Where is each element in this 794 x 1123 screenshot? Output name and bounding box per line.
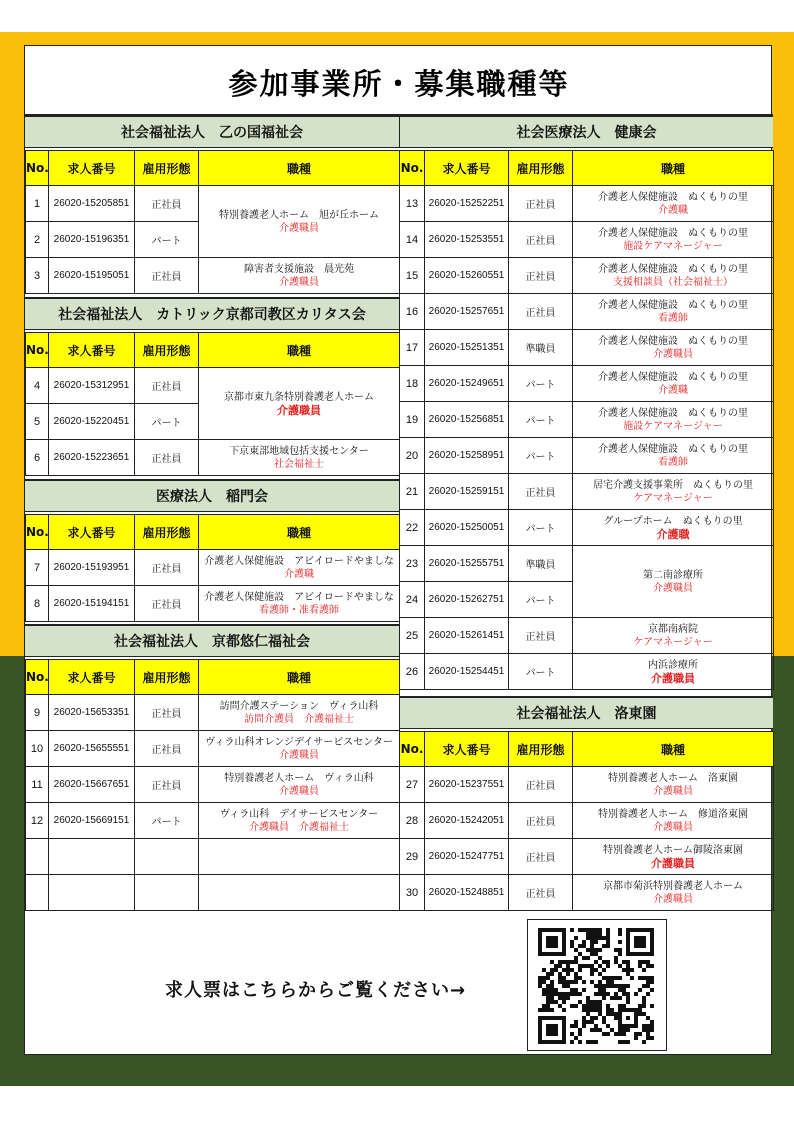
job-id: 26020-15252251 [425, 186, 509, 222]
table-row [400, 294, 774, 330]
table-row [26, 186, 400, 222]
role-name: 看護師 [658, 456, 688, 468]
table-row [26, 550, 400, 586]
job-cell [199, 767, 400, 803]
facility-name: 障害者支援施設 晨光苑 [244, 263, 354, 275]
job-cell [573, 546, 774, 618]
role-name: 介護職員 [653, 348, 693, 360]
row-no: 25 [400, 618, 425, 654]
job-id: 26020-15667651 [49, 767, 135, 803]
employment-type: 正社員 [135, 186, 199, 222]
col-id: 求人番号 [425, 732, 509, 767]
job-id: 26020-15669151 [49, 803, 135, 839]
col-job: 職種 [199, 515, 400, 550]
table-header-row [400, 732, 774, 767]
role-name: 介護職員 [651, 856, 695, 870]
facility-name: グループホーム ぬくもりの里 [603, 515, 743, 527]
row-no: 1 [26, 186, 49, 222]
role-name: 支援相談員（社会福祉士） [613, 276, 733, 288]
employment-type: パート [509, 654, 573, 690]
col-type: 雇用形態 [135, 660, 199, 695]
facility-name: 介護老人保健施設 アビイロードやましな [204, 555, 394, 567]
job-cell [199, 186, 400, 258]
employment-type: パート [509, 402, 573, 438]
org-name: 社会福祉法人 乙の国福祉会 [121, 125, 303, 141]
row-no: 13 [400, 186, 425, 222]
job-cell [573, 366, 774, 402]
employment-type: 正社員 [509, 294, 573, 330]
job-cell [573, 654, 774, 690]
role-name: 介護職 [658, 384, 688, 396]
table-row [26, 767, 400, 803]
job-id: 26020-15253551 [425, 222, 509, 258]
facility-name: 特別養護老人ホーム御陵洛東園 [603, 844, 743, 856]
role-name: 介護職 [656, 527, 690, 541]
table-row [400, 438, 774, 474]
job-id: 26020-15262751 [425, 582, 509, 618]
table-row [400, 546, 774, 582]
row-no: 23 [400, 546, 425, 582]
facility-name: 介護老人保健施設 ぬくもりの里 [598, 299, 748, 311]
job-id: 26020-15312951 [49, 368, 135, 404]
job-id: 26020-15194151 [49, 586, 135, 622]
job-cell [573, 438, 774, 474]
job-table-rakuto [399, 731, 774, 911]
table-row [400, 618, 774, 654]
job-id: 26020-15205851 [49, 186, 135, 222]
employment-type: パート [509, 582, 573, 618]
facility-name: ヴィラ山科オレンジデイサービスセンター [205, 736, 393, 748]
job-cell [573, 510, 774, 546]
role-name: 看護師・准看護師 [259, 604, 339, 616]
job-id: 26020-15259151 [425, 474, 509, 510]
job-cell [573, 618, 774, 654]
role-name: ケアマネージャー [633, 636, 713, 648]
job-cell [573, 330, 774, 366]
job-cell [199, 586, 400, 622]
qr-code-icon[interactable] [538, 928, 654, 1044]
table-row [26, 368, 400, 404]
table-row [400, 510, 774, 546]
employment-type: パート [135, 803, 199, 839]
org-name: 社会医療法人 健康会 [516, 125, 657, 141]
employment-type: 正社員 [135, 767, 199, 803]
employment-type: 正社員 [509, 767, 573, 803]
job-cell [573, 402, 774, 438]
col-type: 雇用形態 [509, 151, 573, 186]
employment-type: 正社員 [135, 258, 199, 294]
org-name: 社会福祉法人 京都悠仁福祉会 [114, 634, 310, 650]
role-name: 訪問介護員 介護福祉士 [244, 713, 354, 725]
row-no: 30 [400, 875, 425, 911]
employment-type: 正社員 [509, 258, 573, 294]
org-header-otokuni [25, 115, 399, 148]
col-type: 雇用形態 [509, 732, 573, 767]
role-name: 介護職員 [653, 582, 693, 594]
role-name: 介護職員 [279, 749, 319, 761]
table-row-empty [26, 839, 400, 875]
job-cell [199, 803, 400, 839]
row-no: 11 [26, 767, 49, 803]
col-job: 職種 [199, 151, 400, 186]
row-no: 14 [400, 222, 425, 258]
facility-name: 下京東部地域包括支援センター [229, 445, 369, 457]
employment-type: 正社員 [135, 440, 199, 476]
job-cell [573, 875, 774, 911]
employment-type: 正社員 [135, 586, 199, 622]
job-id: 26020-15247751 [425, 839, 509, 875]
employment-type: 準職員 [509, 330, 573, 366]
col-type: 雇用形態 [135, 333, 199, 368]
employment-type: 正社員 [509, 222, 573, 258]
col-id: 求人番号 [49, 660, 135, 695]
job-id: 26020-15258951 [425, 438, 509, 474]
table-row [400, 474, 774, 510]
job-cell [573, 839, 774, 875]
facility-name: 介護老人保健施設 アビイロードやましな [204, 591, 394, 603]
job-cell [573, 258, 774, 294]
job-cell [573, 767, 774, 803]
job-table-kenko [399, 150, 774, 690]
job-id: 26020-15195051 [49, 258, 135, 294]
table-header-row [400, 151, 774, 186]
role-name: ケアマネージャー [633, 492, 713, 504]
job-cell [573, 294, 774, 330]
employment-type: 正社員 [509, 875, 573, 911]
table-row [400, 875, 774, 911]
employment-type: パート [509, 438, 573, 474]
col-no: No. [26, 333, 49, 368]
job-id: 26020-15249651 [425, 366, 509, 402]
job-cell [573, 803, 774, 839]
job-id: 26020-15250051 [425, 510, 509, 546]
role-name: 介護職員 [653, 893, 693, 905]
org-header-rakuto [399, 696, 773, 729]
facility-name: 第二南診療所 [643, 569, 703, 581]
col-id: 求人番号 [49, 333, 135, 368]
qr-code-frame[interactable] [527, 919, 667, 1051]
col-no: No. [400, 732, 425, 767]
job-table-caritas [25, 332, 400, 476]
job-id: 26020-15255751 [425, 546, 509, 582]
employment-type: 正社員 [509, 618, 573, 654]
job-table-otokuni [25, 150, 400, 294]
employment-type: 正社員 [135, 695, 199, 731]
job-cell [573, 186, 774, 222]
employment-type: 正社員 [509, 186, 573, 222]
job-cell [199, 731, 400, 767]
row-no: 16 [400, 294, 425, 330]
table-header-row [26, 151, 400, 186]
role-name: 介護職員 [651, 671, 695, 685]
facility-name: 特別養護老人ホーム 旭が丘ホーム [219, 209, 379, 221]
row-no: 29 [400, 839, 425, 875]
org-name: 医療法人 稲門会 [156, 489, 268, 505]
col-no: No. [26, 660, 49, 695]
col-no: No. [26, 515, 49, 550]
facility-name: 介護老人保健施設 ぬくもりの里 [598, 407, 748, 419]
job-id: 26020-15653351 [49, 695, 135, 731]
col-job: 職種 [573, 151, 774, 186]
table-row [400, 767, 774, 803]
role-name: 介護職員 [653, 821, 693, 833]
org-name: 社会福祉法人 洛東園 [516, 706, 657, 722]
facility-name: 介護老人保健施設 ぬくもりの里 [598, 443, 748, 455]
job-cell [573, 222, 774, 258]
row-no: 28 [400, 803, 425, 839]
row-no: 7 [26, 550, 49, 586]
org-name: 社会福祉法人 カトリック京都司教区カリタス会 [58, 307, 366, 323]
job-id: 26020-15251351 [425, 330, 509, 366]
table-row [26, 731, 400, 767]
row-no: 21 [400, 474, 425, 510]
job-id: 26020-15237551 [425, 767, 509, 803]
employment-type: 正社員 [509, 839, 573, 875]
employment-type: パート [509, 510, 573, 546]
role-name: 社会福祉士 [274, 458, 324, 470]
job-id: 26020-15248851 [425, 875, 509, 911]
table-row [26, 586, 400, 622]
table-row [400, 186, 774, 222]
employment-type: 正社員 [135, 550, 199, 586]
row-no: 19 [400, 402, 425, 438]
facility-name: 特別養護老人ホーム ヴィラ山科 [224, 772, 374, 784]
col-job: 職種 [573, 732, 774, 767]
job-table-toumon [25, 514, 400, 622]
table-row [400, 366, 774, 402]
facility-name: 介護老人保健施設 ぬくもりの里 [598, 191, 748, 203]
facility-name: 介護老人保健施設 ぬくもりの里 [598, 263, 748, 275]
facility-name: 介護老人保健施設 ぬくもりの里 [598, 371, 748, 383]
row-no: 4 [26, 368, 49, 404]
job-table-yujin [25, 659, 400, 911]
col-job: 職種 [199, 333, 400, 368]
employment-type: 正社員 [135, 731, 199, 767]
facility-name: 京都市菊浜特別養護老人ホーム [603, 880, 743, 892]
role-name: 看護師 [658, 312, 688, 324]
row-no: 9 [26, 695, 49, 731]
row-no: 20 [400, 438, 425, 474]
table-row [400, 803, 774, 839]
job-id: 26020-15220451 [49, 404, 135, 440]
employment-type: パート [509, 366, 573, 402]
job-cell [573, 474, 774, 510]
facility-name: 京都南病院 [648, 623, 698, 635]
org-header-yujin [25, 624, 399, 657]
role-name: 介護職員 [279, 222, 319, 234]
col-no: No. [400, 151, 425, 186]
col-type: 雇用形態 [135, 151, 199, 186]
job-id: 26020-15261451 [425, 618, 509, 654]
table-row [400, 839, 774, 875]
row-no: 27 [400, 767, 425, 803]
org-header-caritas [25, 297, 399, 330]
job-id: 26020-15257651 [425, 294, 509, 330]
row-no: 10 [26, 731, 49, 767]
row-no: 17 [400, 330, 425, 366]
job-id: 26020-15242051 [425, 803, 509, 839]
row-no: 8 [26, 586, 49, 622]
role-name: 介護職員 [277, 403, 321, 417]
row-no: 6 [26, 440, 49, 476]
footer-instruction: 求人票はこちらからご覧ください→ [165, 980, 467, 1001]
job-cell [199, 550, 400, 586]
table-row [400, 258, 774, 294]
table-row [26, 258, 400, 294]
role-name: 介護職 [284, 568, 314, 580]
table-row-empty [26, 875, 400, 911]
employment-type: 準職員 [509, 546, 573, 582]
col-job: 職種 [199, 660, 400, 695]
col-no: No. [26, 151, 49, 186]
table-row [26, 695, 400, 731]
col-id: 求人番号 [49, 151, 135, 186]
row-no: 22 [400, 510, 425, 546]
employment-type: 正社員 [509, 803, 573, 839]
col-id: 求人番号 [425, 151, 509, 186]
table-header-row [26, 333, 400, 368]
row-no: 12 [26, 803, 49, 839]
row-no: 5 [26, 404, 49, 440]
facility-name: ヴィラ山科 デイサービスセンター [219, 808, 379, 820]
job-id: 26020-15223651 [49, 440, 135, 476]
org-header-kenko [399, 115, 773, 148]
facility-name: 介護老人保健施設 ぬくもりの里 [598, 227, 748, 239]
job-cell [199, 695, 400, 731]
row-no: 2 [26, 222, 49, 258]
row-no: 15 [400, 258, 425, 294]
job-id: 26020-15655551 [49, 731, 135, 767]
table-row [400, 402, 774, 438]
org-header-toumon [25, 479, 399, 512]
job-cell [199, 440, 400, 476]
table-row [400, 222, 774, 258]
job-id: 26020-15260551 [425, 258, 509, 294]
job-id: 26020-15193951 [49, 550, 135, 586]
facility-name: 訪問介護ステーション ヴィラ山科 [219, 700, 379, 712]
job-id: 26020-15254451 [425, 654, 509, 690]
facility-name: 京都市東九条特別養護老人ホーム [224, 391, 374, 403]
role-name: 介護職 [658, 204, 688, 216]
job-cell [199, 258, 400, 294]
role-name: 施設ケアマネージャー [623, 240, 723, 252]
row-no: 26 [400, 654, 425, 690]
recruitment-sheet [24, 45, 772, 1055]
job-id: 26020-15196351 [49, 222, 135, 258]
employment-type: 正社員 [509, 474, 573, 510]
facility-name: 内浜診療所 [648, 659, 698, 671]
row-no: 18 [400, 366, 425, 402]
employment-type: パート [135, 404, 199, 440]
table-row [400, 654, 774, 690]
row-no: 24 [400, 582, 425, 618]
table-header-row [26, 515, 400, 550]
col-id: 求人番号 [49, 515, 135, 550]
role-name: 介護職員 [653, 785, 693, 797]
role-name: 介護職員 介護福祉士 [249, 821, 349, 833]
role-name: 施設ケアマネージャー [623, 420, 723, 432]
facility-name: 居宅介護支援事業所 ぬくもりの里 [593, 479, 753, 491]
table-header-row [26, 660, 400, 695]
facility-name: 特別養護老人ホーム 修道洛東園 [598, 808, 748, 820]
job-cell [199, 368, 400, 440]
role-name: 介護職員 [279, 785, 319, 797]
table-row [26, 803, 400, 839]
role-name: 介護職員 [279, 276, 319, 288]
facility-name: 介護老人保健施設 ぬくもりの里 [598, 335, 748, 347]
row-no: 3 [26, 258, 49, 294]
col-type: 雇用形態 [135, 515, 199, 550]
job-id: 26020-15256851 [425, 402, 509, 438]
table-row [26, 440, 400, 476]
employment-type: 正社員 [135, 368, 199, 404]
table-row [400, 330, 774, 366]
page-title: 参加事業所・募集職種等 [228, 67, 570, 101]
employment-type: パート [135, 222, 199, 258]
facility-name: 特別養護老人ホーム 洛東園 [608, 772, 738, 784]
